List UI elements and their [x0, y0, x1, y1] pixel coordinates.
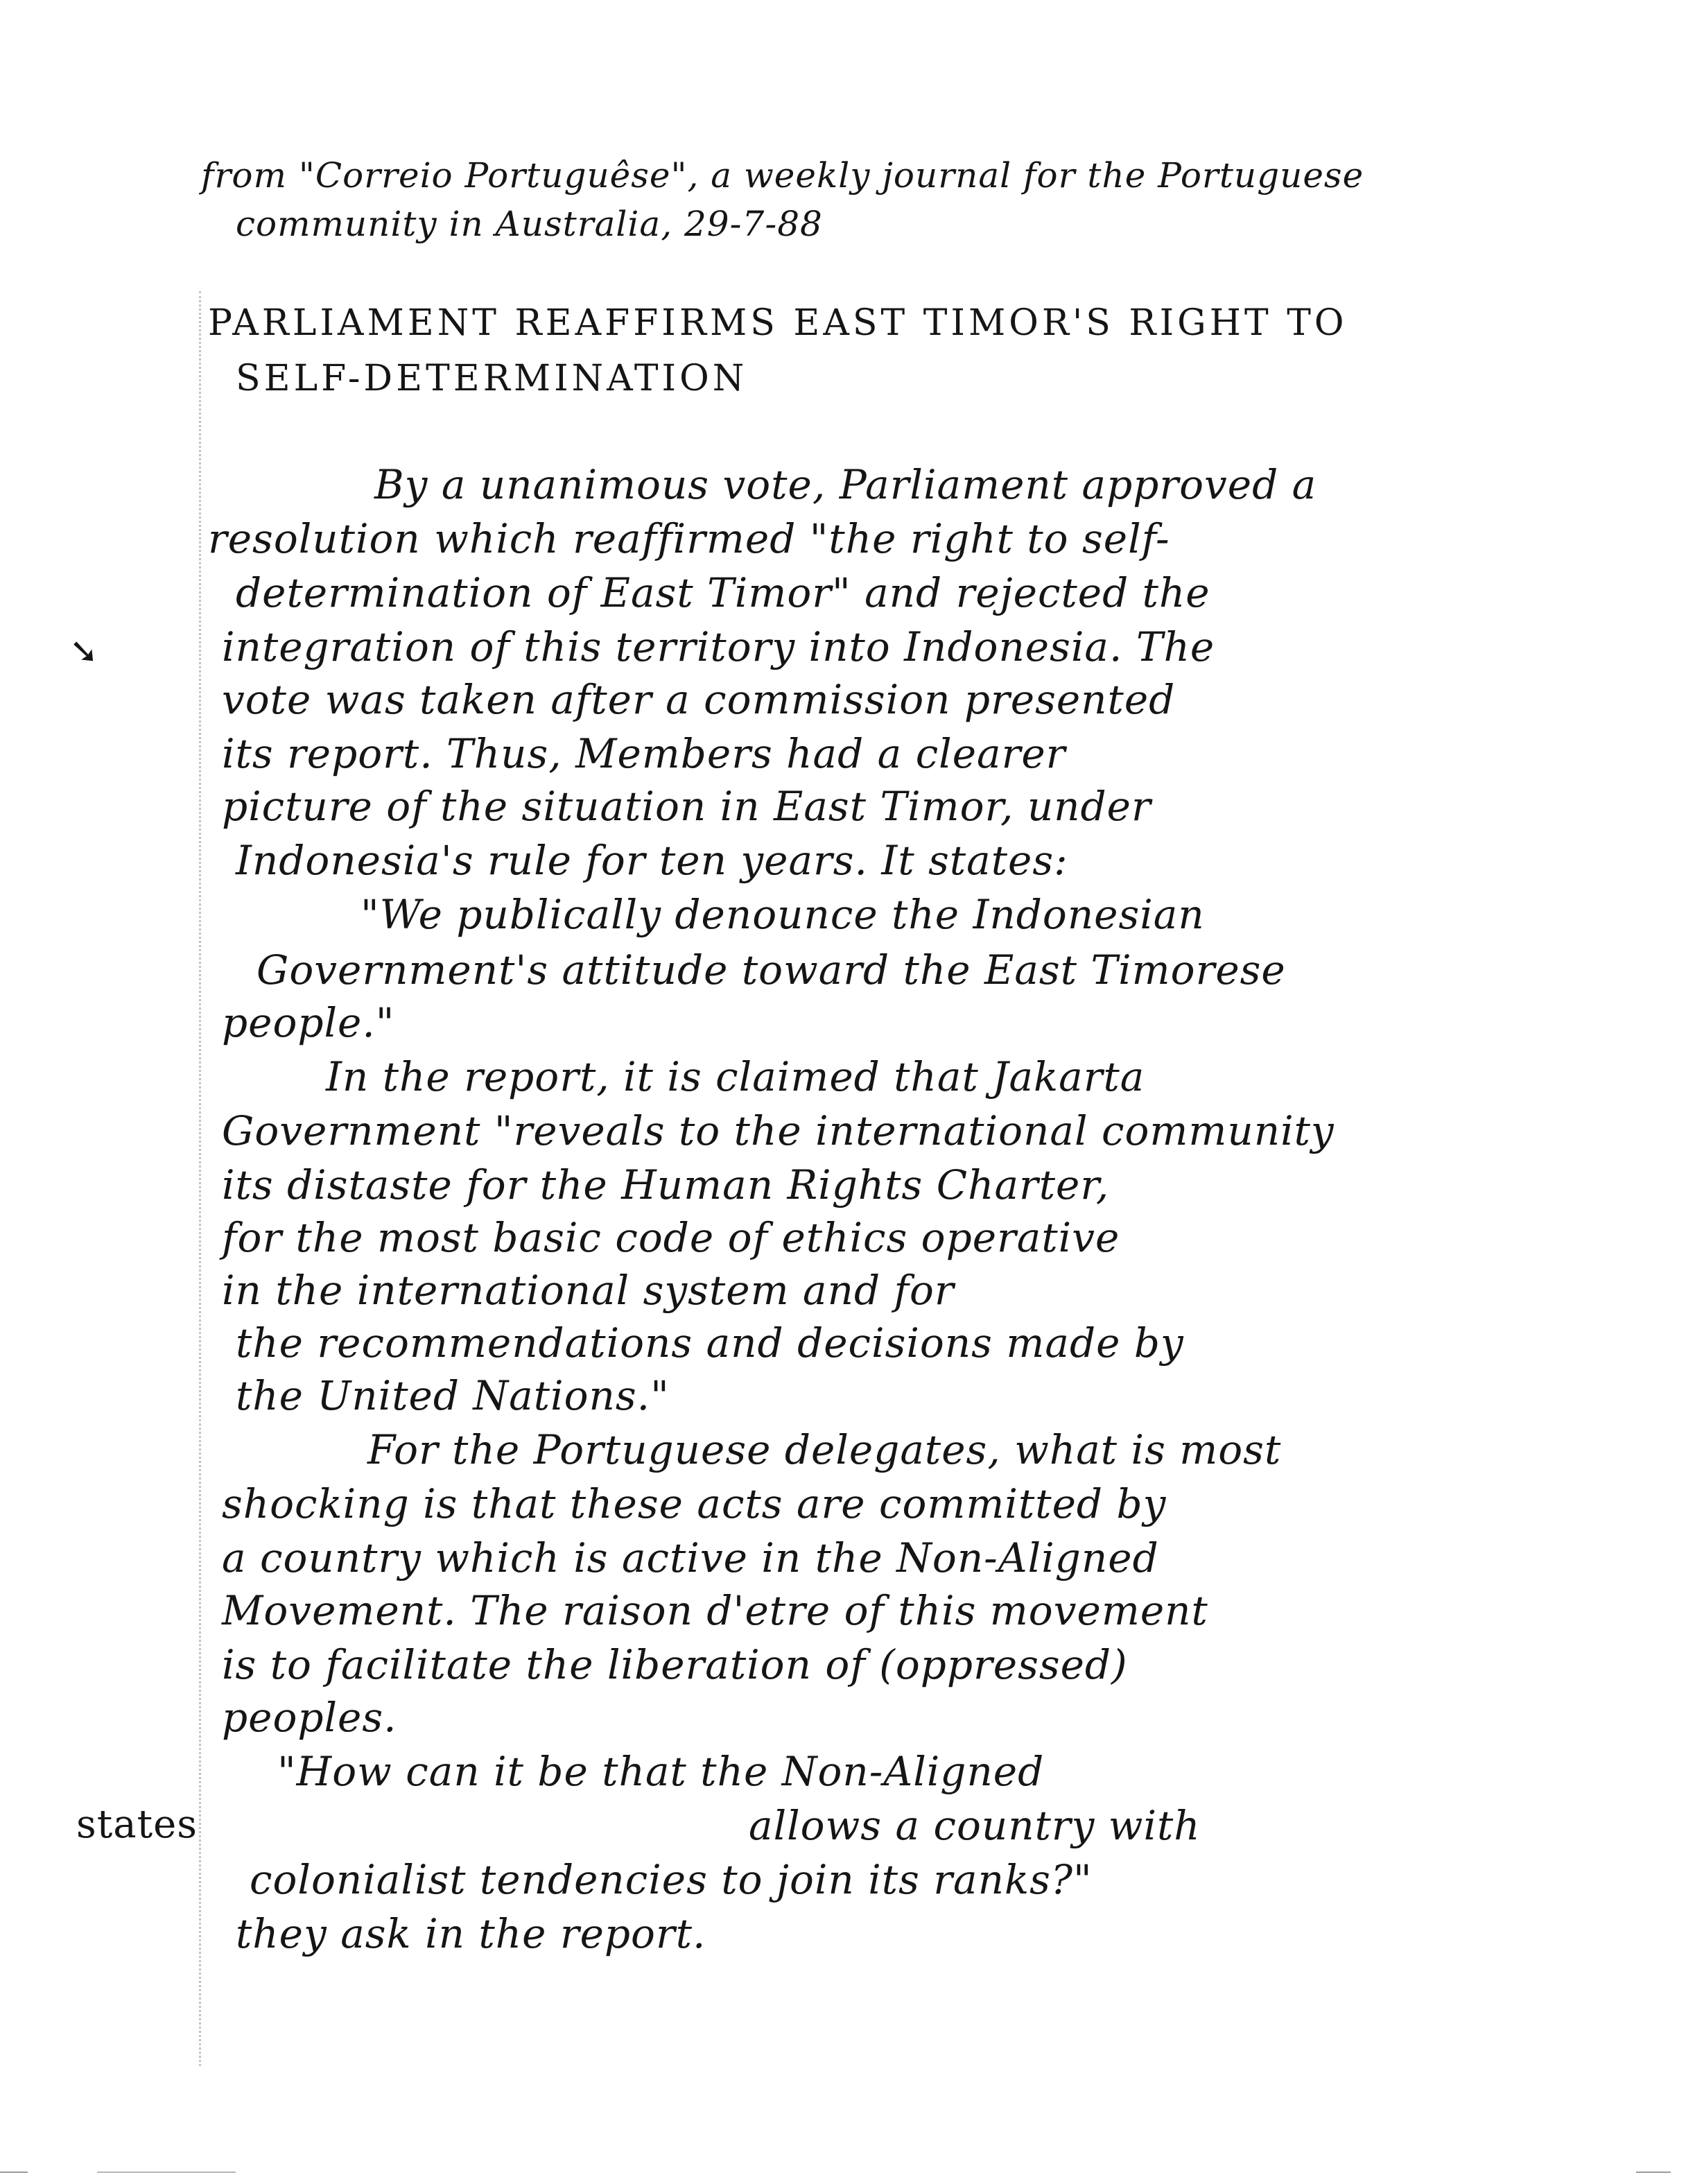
source-line-1: from "Correio Portuguêse", a weekly journal for the Portuguese — [201, 155, 1364, 196]
body-line-20: shocking is that these acts are committed by — [222, 1480, 1167, 1527]
body-line-21: a country which is active in the Non-Aligned — [222, 1534, 1159, 1581]
scan-edge-mark-left — [0, 2172, 28, 2173]
body-line-8: Indonesia's rule for ten years. It states: — [236, 837, 1068, 884]
body-line-22: Movement. The raison d'etre of this movement — [222, 1587, 1208, 1634]
body-line-10: Government's attitude toward the East Timorese — [257, 946, 1286, 994]
body-line-18: the United Nations." — [236, 1372, 670, 1419]
body-line-13: Government "reveals to the international community — [222, 1107, 1335, 1154]
body-line-17: the recommendations and decisions made by — [236, 1319, 1184, 1367]
body-line-19: For the Portuguese delegates, what is most — [367, 1426, 1282, 1473]
body-line-7: picture of the situation in East Timor, under — [222, 783, 1151, 830]
margin-note-states: states — [76, 1802, 198, 1847]
source-line-2: community in Australia, 29-7-88 — [236, 204, 823, 244]
body-line-28: they ask in the report. — [236, 1910, 706, 1957]
scan-edge-mark-right — [1636, 2172, 1671, 2173]
body-line-11: people." — [222, 999, 395, 1046]
body-line-24: peoples. — [222, 1694, 397, 1741]
body-line-26: allows a country with — [749, 1802, 1201, 1849]
body-line-15: for the most basic code of ethics operative — [222, 1214, 1120, 1261]
margin-arrow-mark: ➘ — [69, 631, 98, 671]
body-line-1: By a unanimous vote, Parliament approved a — [374, 461, 1317, 508]
body-line-14: its distaste for the Human Rights Charter, — [222, 1161, 1110, 1208]
body-line-3: determination of East Timor" and rejected the — [236, 569, 1210, 616]
body-line-9: "We publically denounce the Indonesian — [360, 891, 1205, 938]
body-line-2: resolution which reaffirmed "the right to self- — [208, 515, 1170, 562]
headline-line-2: SELF-DETERMINATION — [236, 358, 748, 399]
headline-line-1: PARLIAMENT REAFFIRMS EAST TIMOR'S RIGHT TO — [208, 302, 1348, 344]
scan-edge-mark-center — [97, 2172, 236, 2173]
body-line-5: vote was taken after a commission presented — [222, 676, 1176, 723]
body-line-25: "How can it be that the Non-Aligned — [277, 1748, 1045, 1795]
body-line-27: colonialist tendencies to join its ranks?" — [250, 1856, 1093, 1903]
body-line-16: in the international system and for — [222, 1267, 955, 1314]
body-line-6: its report. Thus, Members had a clearer — [222, 730, 1066, 777]
body-line-4: integration of this territory into Indonesia. The — [222, 623, 1215, 670]
body-line-12: In the report, it is claimed that Jakarta — [326, 1053, 1145, 1100]
body-line-23: is to facilitate the liberation of (oppressed) — [222, 1641, 1128, 1688]
margin-dotted-rule — [199, 291, 203, 2066]
